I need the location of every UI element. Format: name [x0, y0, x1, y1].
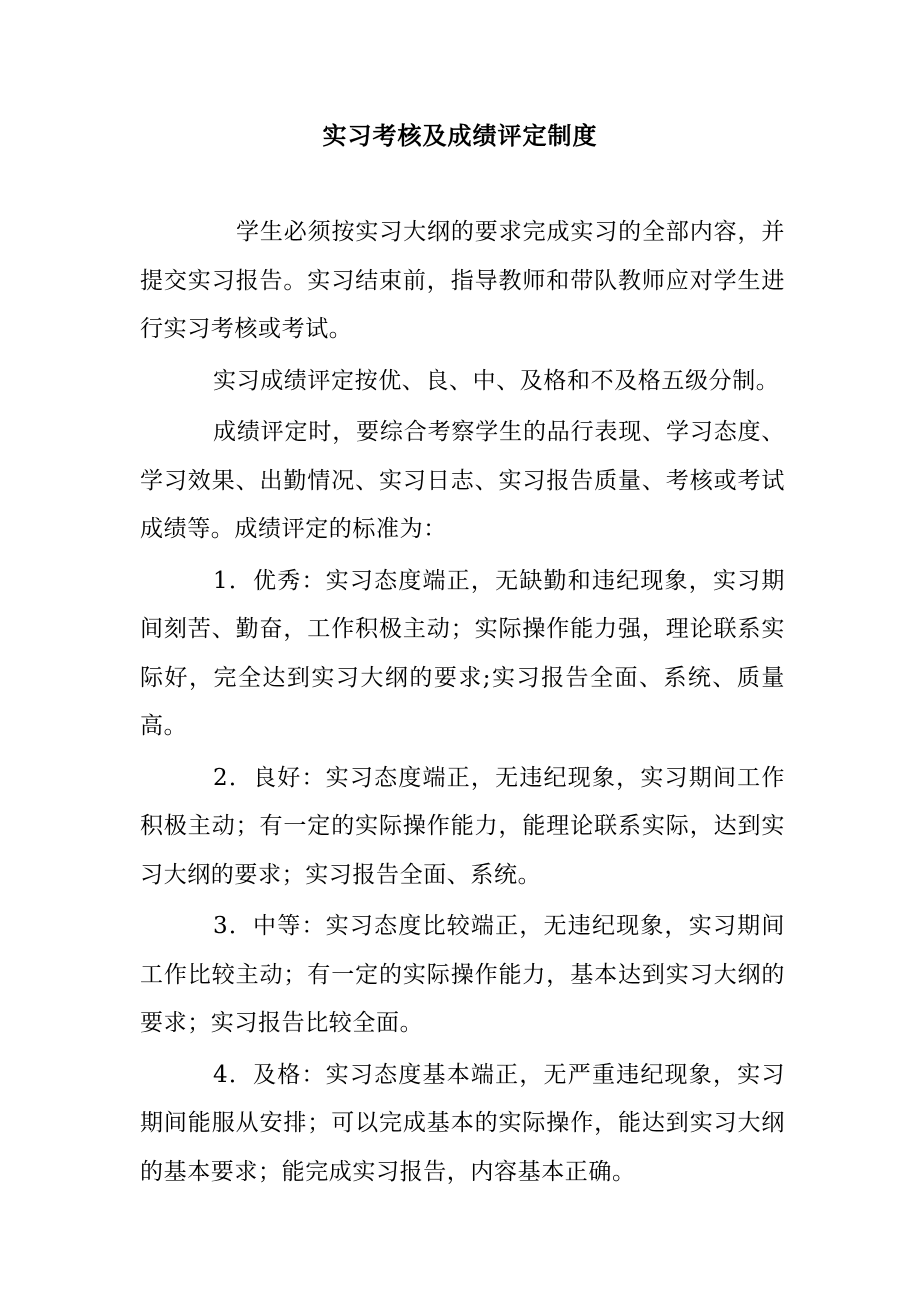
paragraph-intro: 学生必须按实习大纲的要求完成实习的全部内容，并提交实习报告。实习结束前，指导教师和带队教师应对学生进行实习考核或考试。 [140, 219, 785, 342]
document-body [140, 208, 785, 1199]
paragraph-grade-excellent: 1．优秀：实习态度端正，无缺勤和违纪现象，实习期间刻苦、勤奋，工作积极主动；实际操作能力强，理论联系实际好，完全达到实习大纲的要求;实习报告全面、系统、质量高。 [140, 567, 785, 739]
document-title: 实习考核及成绩评定制度 [322, 121, 598, 150]
paragraph-grading-scale: 实习成绩评定按优、良、中、及格和不及格五级分制。 [213, 367, 780, 394]
paragraph-grade-medium: 3．中等：实习态度比较端正，无违纪现象，实习期间工作比较主动；有一定的实际操作能力，基本达到实习大纲的要求；实习报告比较全面。 [140, 913, 785, 1036]
paragraph-grade-good: 2．良好：实习态度端正，无违纪现象，实习期间工作积极主动；有一定的实际操作能力，能理论联系实际，达到实习大纲的要求；实习报告全面、系统。 [140, 764, 785, 888]
paragraph-evaluation-criteria: 成绩评定时，要综合考察学生的品行表现、学习态度、学习效果、出勤情况、实习日志、实习报告质量、考核或考试成绩等。成绩评定的标准为： [140, 419, 785, 542]
paragraph-grade-pass: 4．及格：实习态度基本端正，无严重违纪现象，实习期间能服从安排；可以完成基本的实际操作，能达到实习大纲的基本要求；能完成实习报告，内容基本正确。 [140, 1061, 785, 1185]
